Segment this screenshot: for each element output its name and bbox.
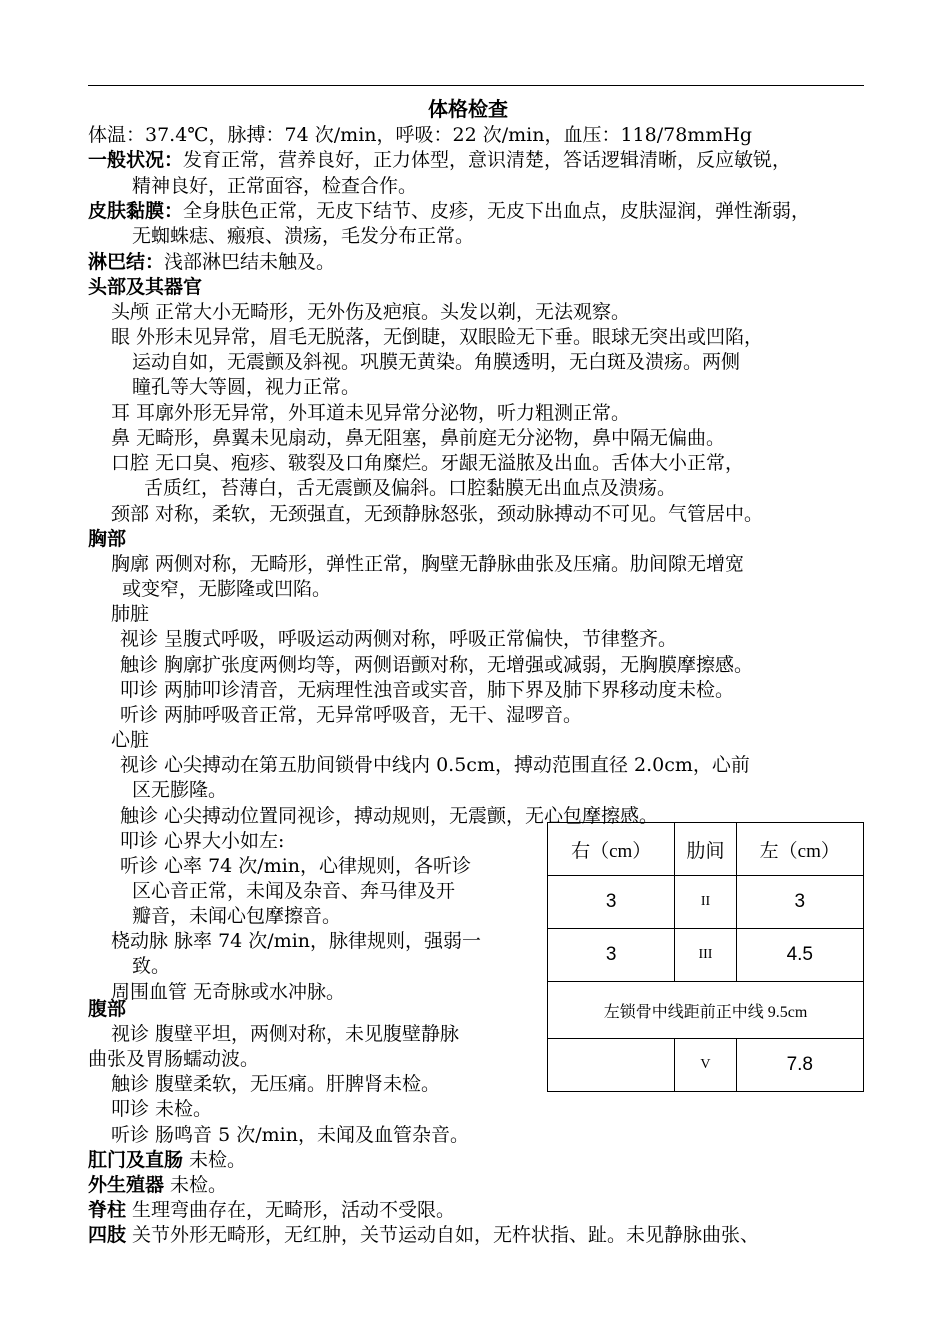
genital-line [88,1172,227,1198]
heart-auscultation-1: 听诊 心率 74 次/min，心律规则，各听诊 [120,855,472,877]
table-header-row [548,823,864,876]
limbs-line [88,1222,759,1248]
radial-line-1: 桡动脉 脉率 74 次/min，脉律规则，强弱一 [111,930,482,952]
anus-line [88,1147,246,1173]
cell-left: 7.8 [736,1039,863,1092]
cell-intercostal: II [675,876,736,929]
table-note-row [548,982,864,1039]
skin-cont: 无蜘蛛痣、瘢痕、溃疡，毛发分布正常。 [132,225,475,247]
header-intercostal: 肋间 [675,823,736,876]
header-right: 右（cm） [548,823,675,876]
header-rule [88,85,864,86]
chest-heading: 胸部 [88,528,127,550]
heart-border-table [547,822,864,1092]
thorax-line-2: 或变窄，无膨隆或凹陷。 [122,578,332,600]
mouth-line-1: 口腔 无口臭、疱疹、皲裂及口角糜烂。牙龈无溢脓及出血。舌体大小正常， [111,452,745,474]
abdomen-inspection-2: 曲张及胃肠蠕动波。 [88,1048,260,1070]
genital-label: 外生殖器 [88,1174,165,1196]
table-row [548,876,864,929]
mouth-line-2: 舌质红，苔薄白，舌无震颤及偏斜。口腔黏膜无出血点及溃疡。 [144,477,677,499]
general-label: 一般状况： [88,149,184,171]
cell-right [548,1039,675,1092]
lung-auscultation: 听诊 两肺呼吸音正常，无异常呼吸音，无干、湿啰音。 [120,704,583,726]
abdomen-heading: 腹部 [88,998,127,1020]
skin-label: 皮肤黏膜： [88,200,184,222]
peripheral-line: 周围血管 无奇脉或水冲脉。 [111,981,346,1003]
table-row [548,929,864,982]
spine-text: 生理弯曲存在，无畸形，活动不受限。 [126,1199,456,1221]
abdomen-palpation: 触诊 腹壁柔软，无压痛。肝脾肾未检。 [111,1073,441,1095]
heart-palpation: 触诊 心尖搏动位置同视诊，搏动规则，无震颤，无心包摩擦感。 [120,805,659,827]
lung-palpation: 触诊 胸廓扩张度两侧均等，两侧语颤对称，无增强或减弱，无胸膜摩擦感。 [120,654,754,676]
abdomen-percussion: 叩诊 未检。 [111,1098,213,1120]
radial-line-2: 致。 [132,955,171,977]
lymph-line [88,249,335,275]
limbs-label: 四肢 [88,1224,127,1246]
heart-inspection-2: 区无膨隆。 [132,779,228,801]
eye-line-3: 瞳孔等大等圆，视力正常。 [132,376,361,398]
heart-auscultation-2: 区心音正常，未闻及杂音、奔马律及开 [132,880,456,902]
head-heading: 头部及其器官 [88,276,203,298]
cell-left: 3 [736,876,863,929]
heart-percussion: 叩诊 心界大小如左: [120,830,285,852]
lymph-text: 浅部淋巴结未触及。 [164,251,336,273]
general-line [88,147,791,173]
header-left: 左（cm） [736,823,863,876]
ear-line: 耳 耳廓外形无异常，外耳道未见异常分泌物，听力粗测正常。 [111,402,631,424]
spine-label: 脊柱 [88,1199,127,1221]
abdomen-auscultation: 听诊 肠鸣音 5 次/min，未闻及血管杂音。 [111,1124,469,1146]
eye-line-1: 眼 外形未见异常，眉毛无脱落，无倒睫，双眼睑无下垂。眼球无突出或凹陷， [111,326,764,348]
anus-text: 未检。 [183,1149,247,1171]
cell-intercostal: III [675,929,736,982]
vitals-line: 体温：37.4℃，脉搏：74 次/min，呼吸：22 次/min，血压：118/78mmHg [88,124,753,146]
lung-heading: 肺脏 [111,603,150,625]
abdomen-inspection-1: 视诊 腹壁平坦，两侧对称，未见腹壁静脉 [111,1023,460,1045]
general-cont: 精神良好，正常面容，检查合作。 [132,175,418,197]
eye-line-2: 运动自如，无震颤及斜视。巩膜无黄染。角膜透明，无白斑及溃疡。两侧 [132,351,741,373]
neck-line: 颈部 对称，柔软，无颈强直，无颈静脉怒张，颈动脉搏动不可见。气管居中。 [111,503,764,525]
table-row [548,1039,864,1092]
heart-inspection-1: 视诊 心尖搏动在第五肋间锁骨中线内 0.5cm，搏动范围直径 2.0cm，心前 [120,754,750,776]
table-note: 左锁骨中线距前正中线 9.5cm [548,982,864,1039]
general-text: 发育正常，营养良好，正力体型，意识清楚，答话逻辑清晰，反应敏锐， [183,149,792,171]
cell-right: 3 [548,876,675,929]
spine-line [88,1197,455,1223]
lung-inspection: 视诊 呈腹式呼吸，呼吸运动两侧对称，呼吸正常偏快，节律整齐。 [120,628,678,650]
cell-intercostal: V [675,1039,736,1092]
cell-right: 3 [548,929,675,982]
limbs-text: 关节外形无畸形，无红肿，关节运动自如，无杵状指、趾。未见静脉曲张、 [126,1224,760,1246]
skull-line: 头颅 正常大小无畸形，无外伤及疤痕。头发以剃，无法观察。 [111,301,631,323]
page-title: 体格检查 [428,97,508,121]
lung-percussion: 叩诊 两肺叩诊清音，无病理性浊音或实音，肺下界及肺下界移动度未检。 [120,679,735,701]
lymph-label: 淋巴结： [88,251,165,273]
thorax-line-1: 胸廓 两侧对称，无畸形，弹性正常，胸壁无静脉曲张及压痛。肋间隙无增宽 [111,553,745,575]
skin-line [88,198,810,224]
genital-text: 未检。 [164,1174,228,1196]
skin-text: 全身肤色正常，无皮下结节、皮疹，无皮下出血点，皮肤湿润，弹性渐弱， [183,200,811,222]
nose-line: 鼻 无畸形，鼻翼未见扇动，鼻无阻塞，鼻前庭无分泌物，鼻中隔无偏曲。 [111,427,726,449]
anus-label: 肛门及直肠 [88,1149,184,1171]
heart-heading: 心脏 [111,729,150,751]
cell-left: 4.5 [736,929,863,982]
heart-auscultation-3: 瓣音，未闻心包摩擦音。 [132,905,342,927]
